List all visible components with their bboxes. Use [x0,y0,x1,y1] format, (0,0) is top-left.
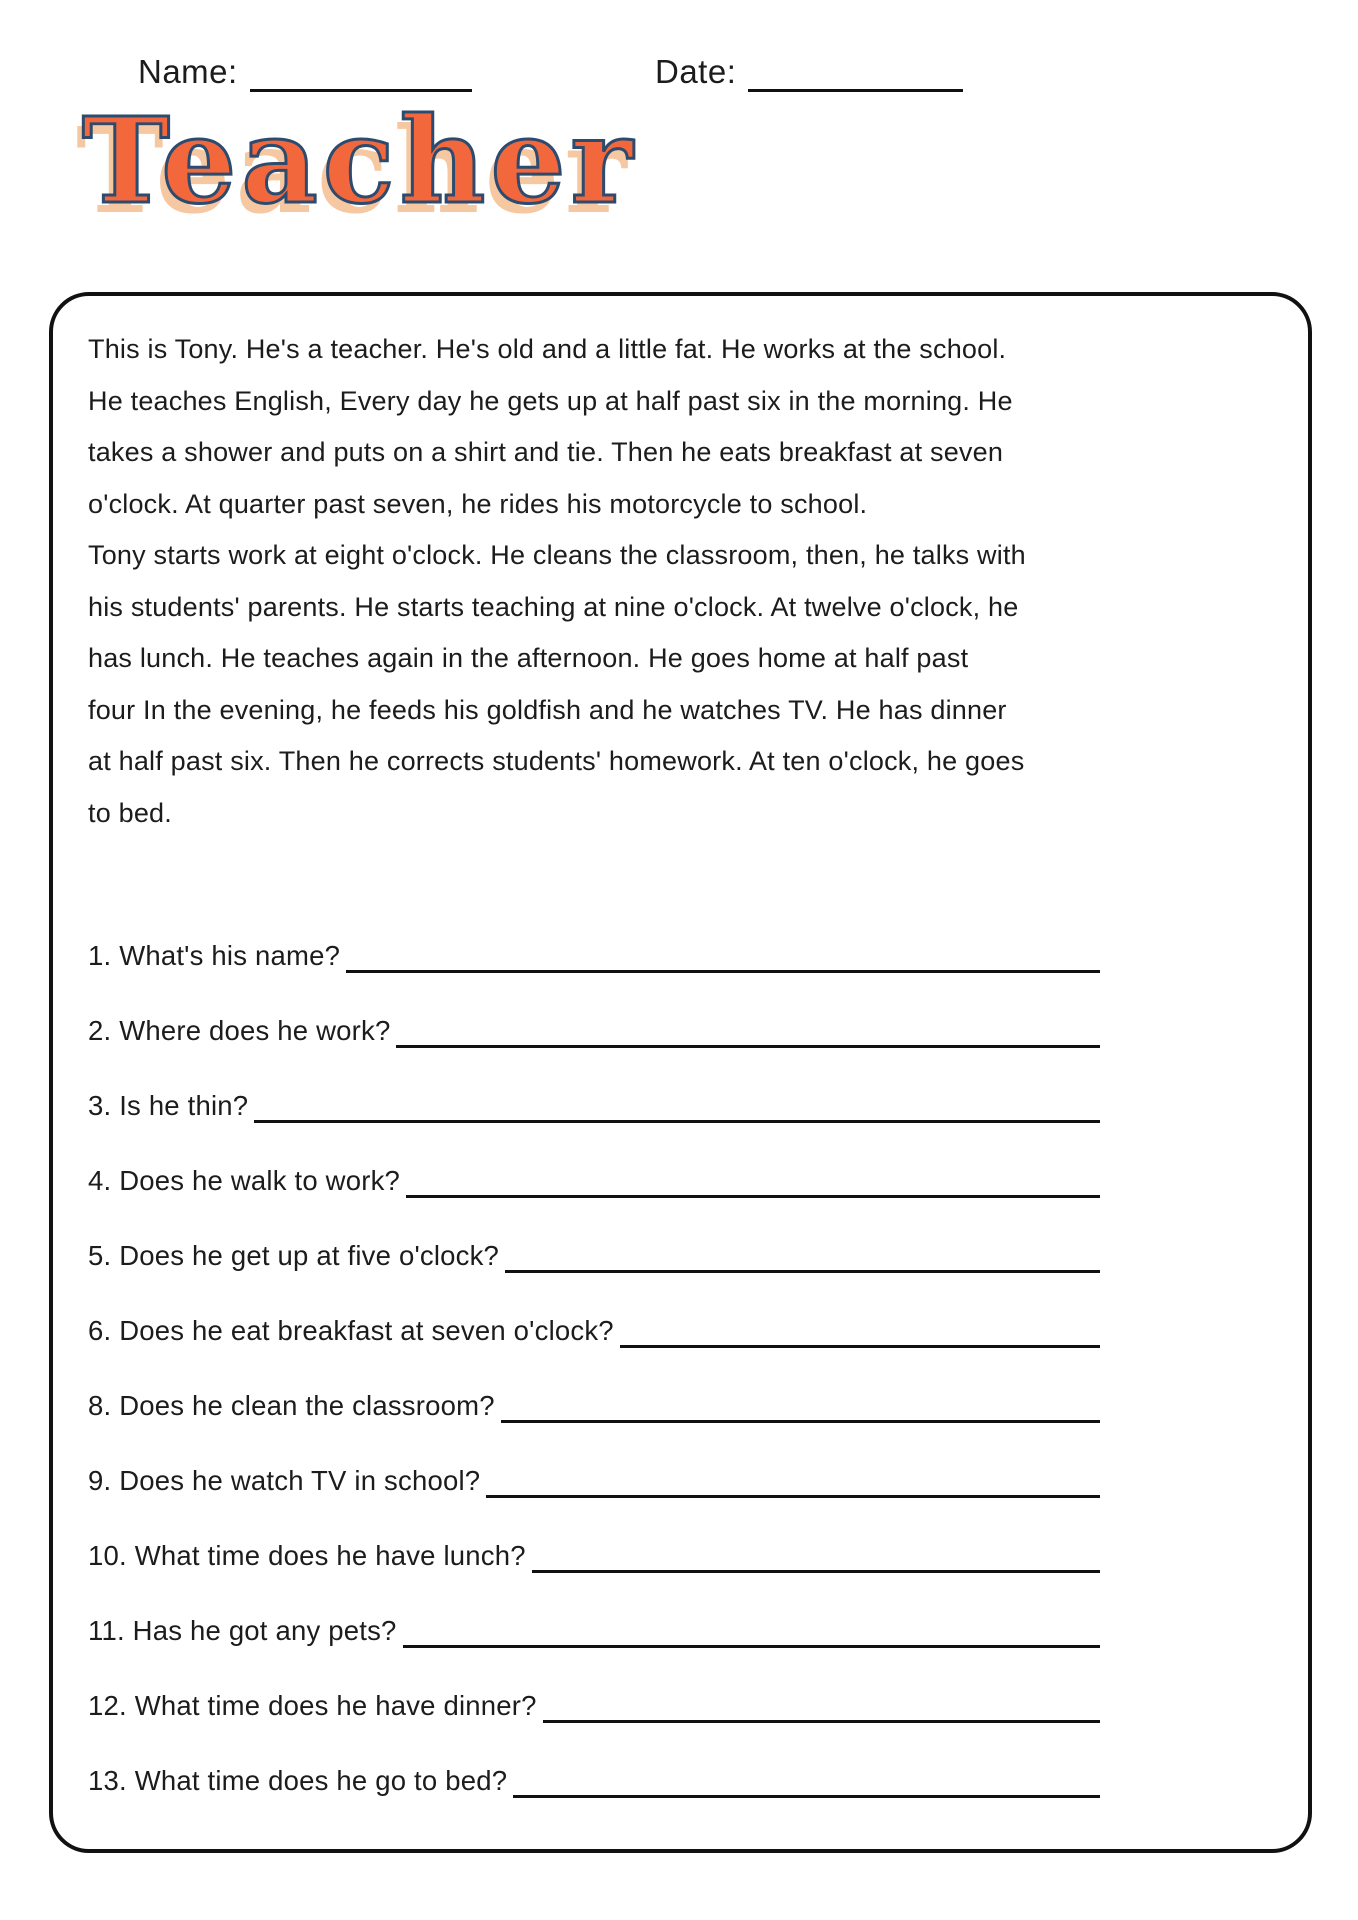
passage-line: at half past six. Then he corrects students' homework. At ten o'clock, he goes [88,746,1025,776]
question-text [88,1164,400,1198]
answer-line[interactable] [620,1345,1100,1348]
reading-passage [53,296,1308,839]
question-label: What's his name? [119,940,341,971]
answer-line[interactable] [486,1495,1100,1498]
question-text [88,1014,390,1048]
answer-line[interactable] [396,1045,1100,1048]
question-row [88,1689,1100,1723]
passage-line: takes a shower and puts on a shirt and tie. Then he eats breakfast at seven [88,437,1004,467]
question-text [88,1314,614,1348]
question-row [88,1464,1100,1498]
question-label: Does he walk to work? [119,1165,401,1196]
question-label: Does he get up at five o'clock? [119,1240,500,1271]
question-text [88,1239,499,1273]
question-label: What time does he have dinner? [134,1690,537,1721]
question-text [88,1389,495,1423]
question-number: 8. [88,1390,112,1421]
answer-line[interactable] [406,1195,1100,1198]
question-label: What time does he have lunch? [134,1540,526,1571]
question-label: Does he watch TV in school? [119,1465,481,1496]
date-field [655,52,963,92]
question-text [88,1464,480,1498]
question-number: 5. [88,1240,112,1271]
question-number: 12. [88,1690,127,1721]
question-text [88,1689,537,1723]
question-number: 10. [88,1540,127,1571]
passage-line: to bed. [88,797,172,828]
question-number: 6. [88,1315,112,1346]
question-number: 1. [88,940,112,971]
question-text [88,1764,507,1798]
answer-line[interactable] [505,1270,1100,1273]
question-text [88,1089,248,1123]
name-input-line[interactable] [250,54,472,92]
answer-line[interactable] [543,1720,1100,1723]
question-label: Is he thin? [119,1090,249,1121]
content-box [49,292,1312,1853]
question-row [88,1764,1100,1798]
passage-line: his students' parents. He starts teaching at nine o'clock. At twelve o'clock, he [88,591,1019,622]
question-number: 2. [88,1015,112,1046]
question-number: 3. [88,1090,112,1121]
question-label: Has he got any pets? [132,1615,397,1646]
name-label: Name: [138,53,238,90]
questions-list [88,939,1100,1798]
question-label: Does he eat breakfast at seven o'clock? [119,1315,614,1346]
question-row [88,1089,1100,1123]
answer-line[interactable] [403,1645,1100,1648]
question-text [88,1614,397,1648]
date-label: Date: [655,53,737,90]
question-number: 11. [88,1615,125,1646]
question-text [88,1539,526,1573]
worksheet-title: Teacher [82,91,638,230]
passage-line: He teaches English, Every day he gets up at half past six in the morning. He [88,385,1013,416]
question-number: 4. [88,1165,112,1196]
passage-line: Tony starts work at eight o'clock. He cleans the classroom, then, he talks with [88,540,1026,570]
question-row [88,1389,1100,1423]
question-text [88,939,340,973]
question-row [88,1164,1100,1198]
question-row [88,1614,1100,1648]
question-number: 13. [88,1765,127,1796]
question-row [88,1314,1100,1348]
name-field [138,52,472,92]
question-row [88,1014,1100,1048]
question-label: Where does he work? [119,1015,391,1046]
question-label: Does he clean the classroom? [119,1390,495,1421]
answer-line[interactable] [501,1420,1100,1423]
question-row [88,1239,1100,1273]
question-row [88,939,1100,973]
passage-line: This is Tony. He's a teacher. He's old and a little fat. He works at the school. [88,334,1007,364]
answer-line[interactable] [513,1795,1100,1798]
passage-line: o'clock. At quarter past seven, he rides his motorcycle to school. [88,488,868,519]
date-input-line[interactable] [748,54,963,92]
answer-line[interactable] [346,970,1100,973]
question-label: What time does he go to bed? [134,1765,508,1796]
answer-line[interactable] [532,1570,1100,1573]
passage-line: four In the evening, he feeds his goldfish and he watches TV. He has dinner [88,694,1007,725]
question-row [88,1539,1100,1573]
passage-line: has lunch. He teaches again in the afternoon. He goes home at half past [88,643,969,673]
question-number: 9. [88,1465,112,1496]
answer-line[interactable] [254,1120,1100,1123]
